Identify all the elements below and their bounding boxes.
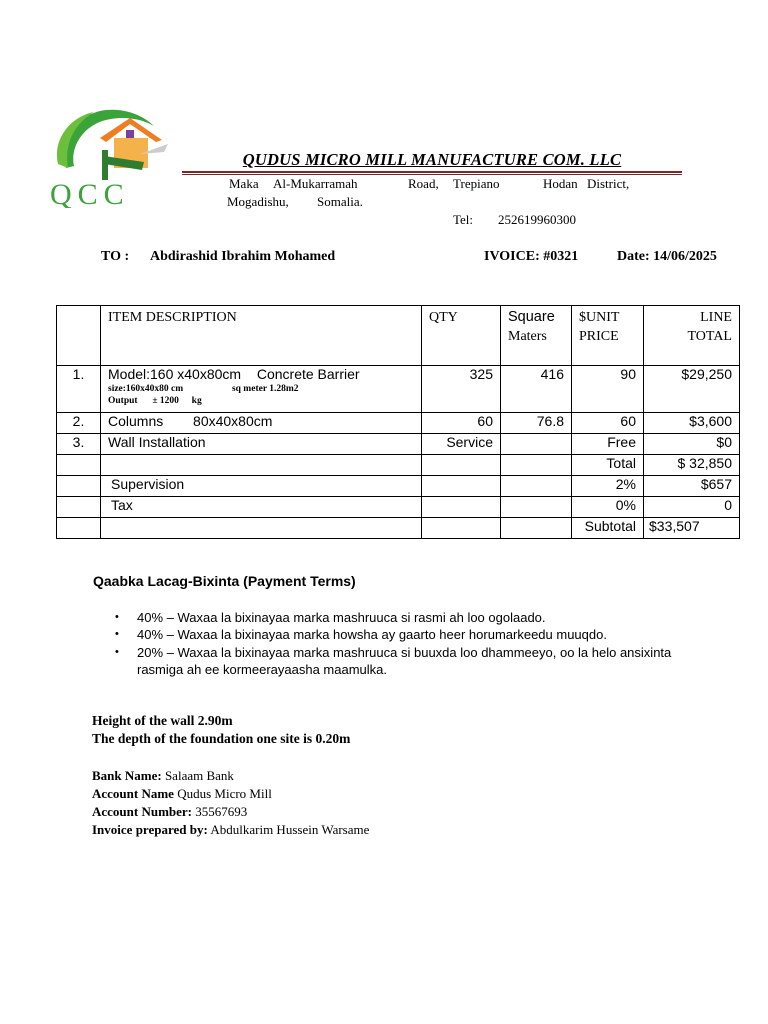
- row-note-sqmeter: sq meter 1.28m2: [231, 384, 299, 394]
- summary-value-supervision: $657: [644, 476, 740, 497]
- header-line-total: [644, 306, 740, 366]
- address-district: District,: [587, 176, 630, 191]
- summary-value-total: $ 32,850: [644, 455, 740, 476]
- payment-term-item: 20% – Waxaa la bixinayaa marka mashruuca si buuxda loo dhammeeyo, oo la helo ansixinta: [137, 645, 672, 660]
- address-somalia: Somalia.: [317, 194, 363, 209]
- account-number-label: Account Number:: [92, 804, 193, 819]
- summary-row-total: [57, 455, 740, 476]
- row-line-total: $29,250: [644, 366, 740, 413]
- logo-text: QCC: [50, 178, 130, 208]
- bullet-icon: •: [115, 611, 119, 623]
- summary-rate-supervision: 2%: [572, 476, 644, 497]
- account-number-line: [92, 804, 247, 820]
- summary-label-supervision: Supervision: [101, 476, 422, 497]
- logo-house-icon: [57, 110, 168, 180]
- items-table: [56, 305, 740, 539]
- row-unit-price: 90: [572, 366, 644, 413]
- recipient-name: Abdirashid Ibrahim Mohamed: [150, 249, 336, 264]
- header-unit-line1: $UNIT: [579, 310, 620, 325]
- row-desc-dims: 80x40x80cm: [193, 413, 273, 429]
- row-qty: 60: [422, 413, 501, 434]
- to-label: TO :: [101, 249, 130, 264]
- row-square: [501, 434, 572, 455]
- summary-label-total: Total: [572, 455, 644, 476]
- row-note-unit: kg: [191, 396, 202, 406]
- row-desc-product: Concrete Barrier: [256, 366, 360, 382]
- account-name-value: Qudus Micro Mill: [177, 786, 272, 801]
- header-total-line1: LINE: [700, 310, 732, 325]
- address-mukarramah: Al-Mukarramah: [273, 176, 358, 191]
- table-header-row: [57, 306, 740, 366]
- payment-terms-heading: Qaabka Lacag-Bixinta (Payment Terms): [93, 573, 356, 589]
- summary-rate-tax: 0%: [572, 497, 644, 518]
- row-unit-price: Free: [572, 434, 644, 455]
- row-number: 1.: [57, 366, 101, 413]
- row-line-total: $0: [644, 434, 740, 455]
- address-road: Road,: [408, 176, 439, 191]
- summary-row-subtotal: [57, 518, 740, 539]
- table-row: [57, 434, 740, 455]
- row-number: 2.: [57, 413, 101, 434]
- row-number: 3.: [57, 434, 101, 455]
- invoice-number: IVOICE: #0321: [484, 249, 579, 264]
- prepared-by-value: Abdulkarim Hussein Warsame: [210, 822, 370, 837]
- payment-term-item-continued: rasmiga ah ee kormeerayaasha maamulka.: [137, 662, 388, 677]
- header-qty: QTY: [422, 306, 501, 366]
- summary-value-subtotal: $33,507: [644, 518, 740, 539]
- account-name-line: [92, 786, 272, 802]
- address-mogadishu: Mogadishu,: [227, 194, 289, 209]
- foundation-depth-note: The depth of the foundation one site is 0.20m: [92, 731, 351, 746]
- table-row: [57, 366, 740, 413]
- row-square: 416: [501, 366, 572, 413]
- header-square-meters: [501, 306, 572, 366]
- header-total-line2: TOTAL: [687, 329, 732, 344]
- row-desc-columns: Columns: [108, 413, 164, 429]
- tel-label: Tel:: [453, 212, 474, 227]
- summary-label-tax: Tax: [101, 497, 422, 518]
- row-note-size: size:160x40x80 cm: [108, 384, 184, 394]
- account-number-value: 35567693: [195, 804, 248, 819]
- tel-number: 252619960300: [498, 212, 576, 227]
- bank-name-line: [92, 768, 234, 784]
- header-rule-thin: [182, 174, 682, 175]
- header-no: [57, 306, 101, 366]
- row-desc-model: Model:160 x40x80cm: [108, 366, 242, 382]
- company-name: QUDUS MICRO MILL MANUFACTURE COM. LLC: [242, 150, 622, 169]
- address-trepiano: Trepiano: [453, 176, 500, 191]
- row-description: Wall Installation: [101, 434, 422, 455]
- header-unit-price: [572, 306, 644, 366]
- row-qty: Service: [422, 434, 501, 455]
- summary-row-supervision: [57, 476, 740, 497]
- account-name-label: Account Name: [92, 786, 174, 801]
- row-description: [101, 413, 422, 434]
- table-row: [57, 413, 740, 434]
- row-qty: 325: [422, 366, 501, 413]
- address-maka: Maka: [229, 176, 259, 191]
- bank-name-value: Salaam Bank: [164, 768, 234, 783]
- summary-label: [101, 518, 422, 539]
- row-description: [101, 366, 422, 413]
- company-logo: [44, 104, 176, 208]
- wall-height-note: Height of the wall 2.90m: [92, 713, 233, 728]
- address-hodan: Hodan: [543, 176, 578, 191]
- row-square: 76.8: [501, 413, 572, 434]
- header-square-line1: Square: [508, 309, 555, 325]
- payment-term-item: 40% – Waxaa la bixinayaa marka howsha ay gaarto heer horumarkeedu muuqdo.: [137, 627, 607, 642]
- header-unit-line2: PRICE: [579, 329, 619, 344]
- summary-value-tax: 0: [644, 497, 740, 518]
- row-note-amount: ± 1200: [152, 396, 179, 406]
- bank-name-label: Bank Name:: [92, 768, 162, 783]
- summary-label-subtotal: Subtotal: [572, 518, 644, 539]
- payment-term-item: 40% – Waxaa la bixinayaa marka mashruuca si rasmi ah loo ogolaado.: [137, 610, 546, 625]
- row-note-output: Output: [108, 396, 138, 406]
- header-square-line2: Maters: [508, 329, 547, 344]
- prepared-by-label: Invoice prepared by:: [92, 822, 208, 837]
- header-rule: [182, 171, 682, 173]
- row-line-total: $3,600: [644, 413, 740, 434]
- summary-row-tax: [57, 497, 740, 518]
- prepared-by-line: [92, 822, 369, 838]
- summary-label: [101, 455, 422, 476]
- row-unit-price: 60: [572, 413, 644, 434]
- header-item-description: ITEM DESCRIPTION: [101, 306, 422, 366]
- invoice-date: Date: 14/06/2025: [617, 249, 717, 264]
- bullet-icon: •: [115, 646, 119, 658]
- bullet-icon: •: [115, 628, 119, 640]
